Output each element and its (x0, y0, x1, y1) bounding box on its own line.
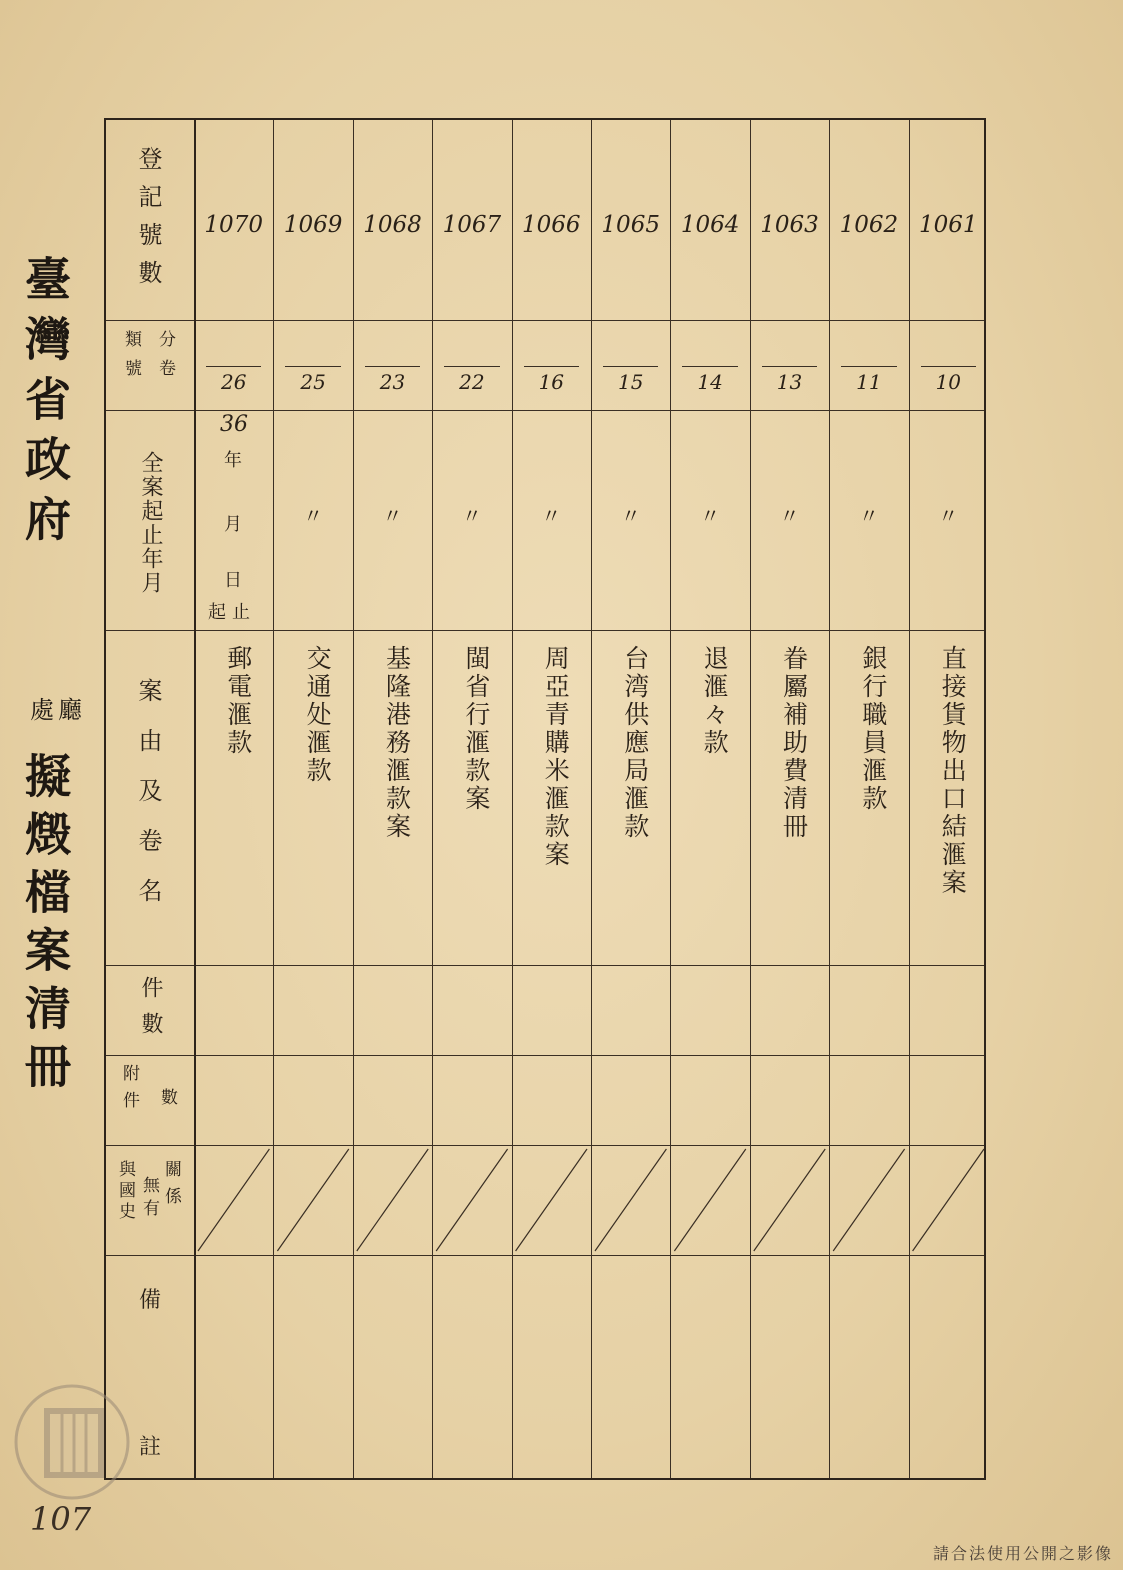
header-class-a: 分卷 (155, 330, 175, 388)
header-subject: 案由及卷名 (134, 677, 162, 928)
history-diagonal (674, 1149, 745, 1251)
case-subject: 郵電滙款 (223, 645, 253, 757)
case-subject: 退滙々款 (700, 645, 730, 757)
case-subject: 眷屬補助費清冊 (779, 645, 809, 841)
ditto-mark: 〃 (620, 504, 641, 528)
column-divider (829, 120, 830, 1478)
column-divider (750, 120, 751, 1478)
registration-number: 1069 (283, 212, 343, 238)
class-number: 14 (697, 370, 723, 394)
case-subject: 基隆港務滙款案 (382, 645, 412, 841)
history-diagonal (913, 1149, 984, 1251)
row-divider (106, 1055, 984, 1056)
class-number-rule (603, 366, 658, 367)
class-number-rule (444, 366, 499, 367)
case-subject: 台湾供應局滙款 (620, 645, 650, 841)
department-label: 處廳 (30, 696, 86, 724)
header-remark-b: 註 (138, 1435, 161, 1460)
class-number-rule (762, 366, 817, 367)
class-number: 11 (856, 370, 882, 394)
class-number: 26 (220, 370, 247, 394)
row-divider (106, 1145, 984, 1146)
date-start-end-label: 起止 (208, 602, 256, 623)
history-diagonal (357, 1149, 428, 1251)
case-subject: 周亞青購米滙款案 (541, 645, 571, 869)
class-number: 13 (776, 370, 803, 394)
date-year-value: 36 (220, 412, 248, 437)
case-subject: 交通处滙款 (303, 645, 333, 785)
class-number: 15 (617, 370, 644, 394)
registration-number: 1065 (601, 212, 660, 238)
ditto-mark: 〃 (303, 504, 324, 528)
column-divider (670, 120, 671, 1478)
row-divider (106, 965, 984, 966)
class-number: 10 (935, 370, 962, 394)
header-class-b: 類號 (121, 330, 141, 388)
ditto-mark: 〃 (858, 504, 879, 528)
case-subject: 閩省行滙款案 (461, 645, 491, 813)
history-diagonal (595, 1149, 666, 1251)
header-attach-a: 附件 (119, 1064, 139, 1118)
registration-number: 1061 (919, 212, 978, 238)
class-number-rule (841, 366, 896, 367)
header-history-c: 關係 (161, 1160, 181, 1214)
date-year-label: 年 (224, 450, 242, 471)
class-number-rule (524, 366, 579, 367)
class-number: 16 (538, 370, 565, 394)
registration-number: 1063 (760, 212, 819, 238)
registration-number: 1062 (839, 212, 899, 238)
ditto-mark: 〃 (382, 504, 403, 528)
usage-watermark: 請合法使用公開之影像 (932, 1544, 1113, 1563)
class-number-rule (921, 366, 976, 367)
column-divider (273, 120, 274, 1478)
row-divider (106, 410, 984, 411)
class-number-rule (365, 366, 420, 367)
page-number: 107 (30, 1500, 92, 1538)
column-divider (909, 120, 910, 1478)
class-number-rule (206, 366, 261, 367)
row-divider (106, 1255, 984, 1256)
history-diagonal (833, 1149, 904, 1251)
document-title: 擬燬檔案清冊 (18, 752, 72, 1100)
row-divider (106, 320, 984, 321)
column-divider (194, 120, 196, 1478)
case-subject: 銀行職員滙款 (858, 645, 888, 813)
row-divider (106, 630, 984, 631)
class-number-rule (285, 366, 340, 367)
registration-number: 1070 (204, 212, 263, 238)
header-history-b: 無有 (139, 1176, 159, 1222)
header-reg-no: 登記號數 (134, 145, 162, 298)
registration-number: 1067 (442, 212, 502, 238)
header-history-a: 與國史 (115, 1160, 135, 1223)
class-number: 23 (379, 370, 406, 394)
ditto-mark: 〃 (541, 504, 562, 528)
class-number: 22 (459, 370, 485, 394)
header-period: 全案起止年月 (138, 451, 163, 595)
records-table (104, 118, 986, 1480)
registration-number: 1066 (522, 212, 581, 238)
header-attach-b: 數 (157, 1088, 177, 1105)
archive-logo-stamp (2, 1380, 142, 1500)
history-diagonal (516, 1149, 587, 1251)
class-number-rule (682, 366, 737, 367)
ditto-mark: 〃 (938, 504, 959, 528)
class-number: 25 (300, 370, 326, 394)
header-remark-a: 備 (138, 1288, 161, 1313)
date-day-label: 日 (224, 570, 242, 591)
ditto-mark: 〃 (779, 504, 800, 528)
column-divider (353, 120, 354, 1478)
registration-number: 1068 (363, 212, 422, 238)
date-month-label: 月 (224, 514, 242, 535)
organization-title: 臺灣省政府 (18, 255, 72, 555)
ditto-mark: 〃 (461, 504, 482, 528)
history-diagonal (754, 1149, 825, 1251)
registration-number: 1064 (680, 212, 740, 238)
column-divider (432, 120, 433, 1478)
case-subject: 直接貨物出口結滙案 (938, 645, 968, 897)
history-diagonal (277, 1149, 348, 1251)
header-count: 件數 (138, 976, 163, 1048)
column-divider (591, 120, 592, 1478)
history-diagonal (436, 1149, 507, 1251)
history-diagonal (198, 1149, 269, 1251)
column-divider (512, 120, 513, 1478)
ditto-mark: 〃 (700, 504, 721, 528)
